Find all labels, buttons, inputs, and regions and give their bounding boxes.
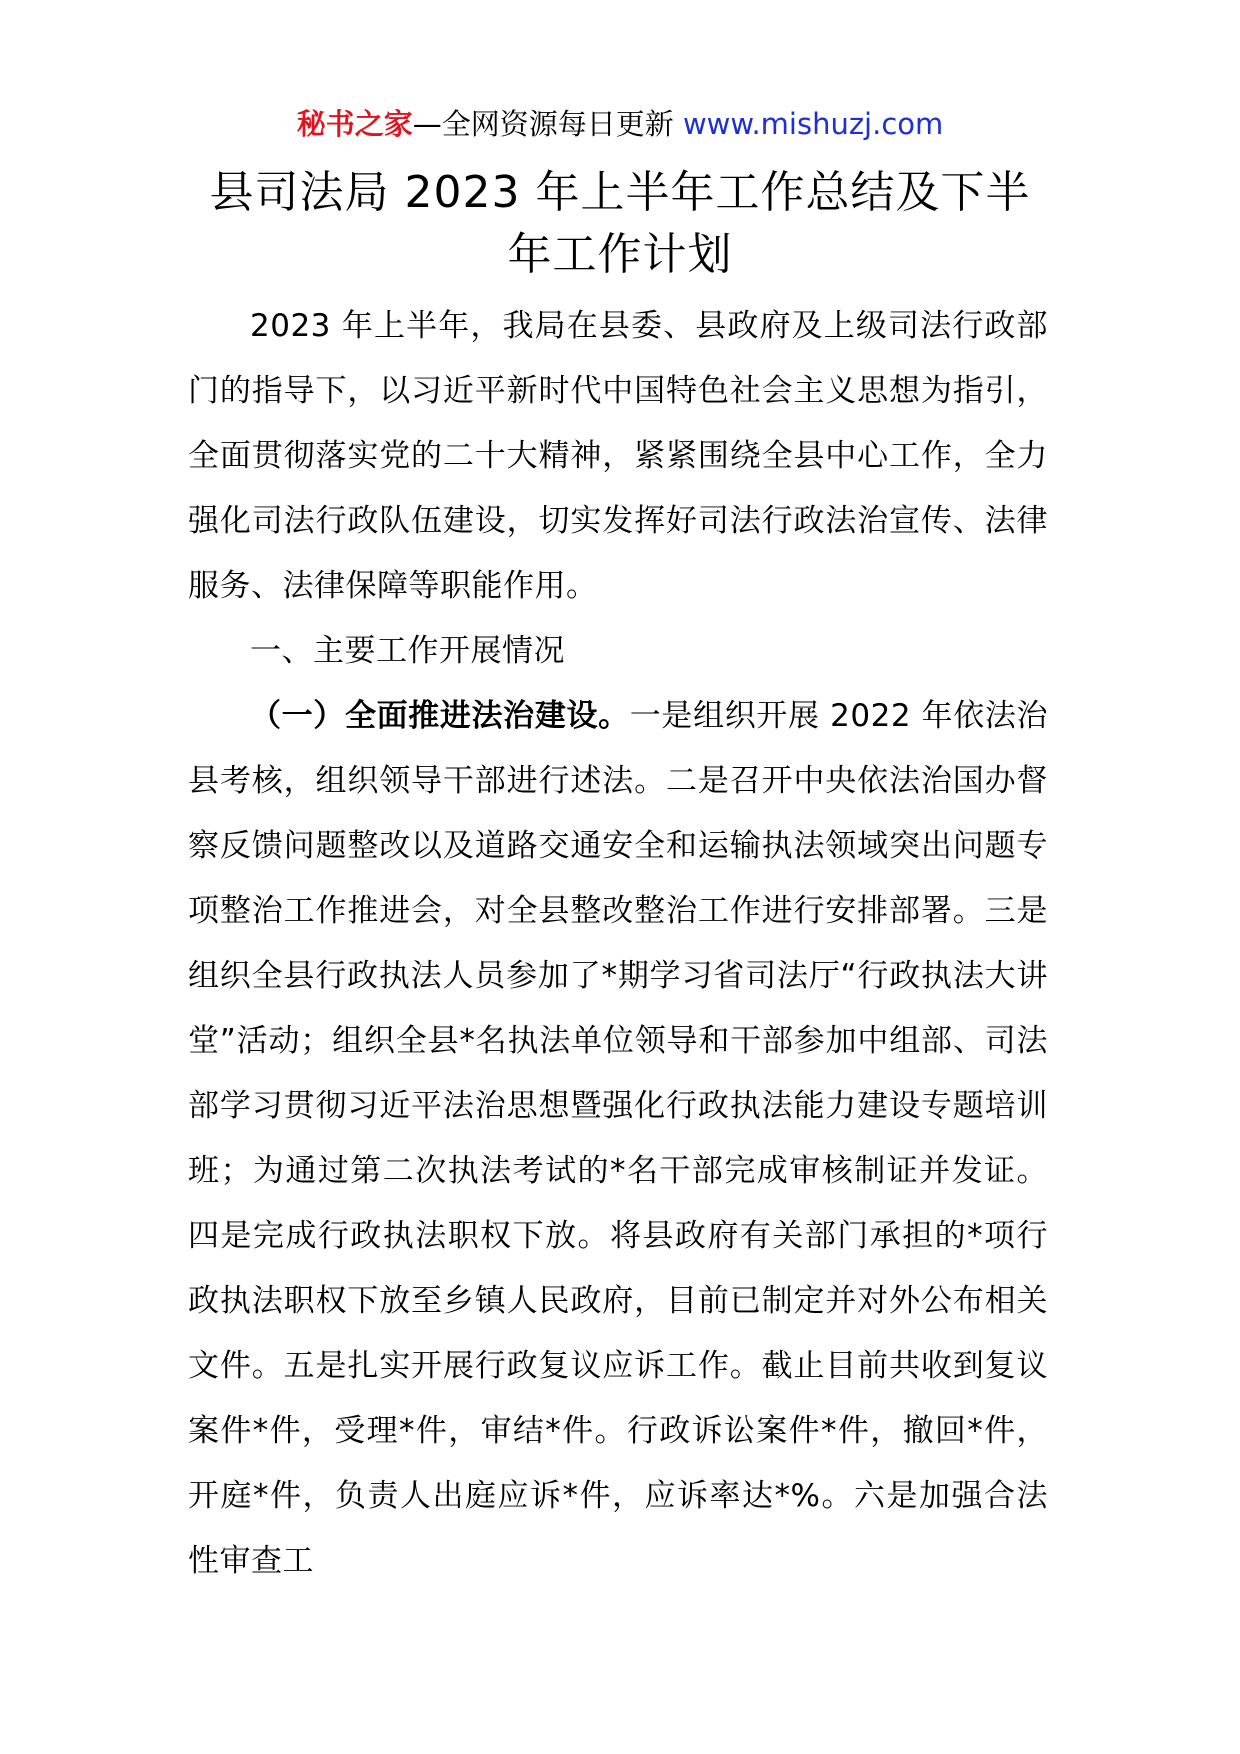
intro-paragraph: 2023 年上半年，我局在县委、县政府及上级司法行政部门的指导下，以习近平新时代中国特色社会主义思想为指引，全面贯彻落实党的二十大精神，紧紧围绕全县中心工作，全力强化司法行政队伍建设，切实发挥好司法行政法治宣传、法律服务、法律保障等职能作用。 — [188, 308, 1048, 604]
site-url: www.mishuzj.com — [682, 107, 944, 141]
header-tagline: —全网资源每日更新 — [412, 107, 683, 141]
section-heading: 一、主要工作开展情况 — [250, 633, 565, 669]
document-title — [190, 162, 1050, 286]
title-line-1: 县司法局 2023 年上半年工作总结及下半 — [209, 167, 1031, 218]
brand-name: 秘书之家 — [296, 107, 413, 141]
subsection-paragraph — [188, 684, 1048, 1594]
subsection-body: 一是组织开展 2022 年依法治县考核，组织领导干部进行述法。二是召开中央依法治国办督察反馈问题整改以及道路交通安全和运输执法领域突出问题专项整治工作推进会，对全县整改整治工作进行安排部署。三是组织全县行政执法人员参加了*期学习省司法厅“行政执法大讲堂”活动；组织全县*名执法单位领导和干部参加中组部、司法部学习贯彻习近平法治思想暨强化行政执法能力建设专题培训班；为通过第二次执法考试的*名干部完成审核制证并发证。四是完成行政执法职权下放。将县政府有关部门承担的*项行政执法职权下放至乡镇人民政府，目前已制定并对外公布相关文件。五是扎实开展行政复议应诉工作。截止目前共收到复议案件*件，受理*件，审结*件。行政诉讼案件*件，撤回*件，开庭*件，负责人出庭应诉*件，应诉率达*%。六是加强合法性审查工 — [188, 698, 1049, 1579]
site-header — [0, 104, 1240, 144]
title-line-2: 年工作计划 — [507, 229, 733, 280]
document-body — [188, 294, 1048, 1594]
subsection-heading: （一）全面推进法治建设。 — [250, 698, 630, 734]
